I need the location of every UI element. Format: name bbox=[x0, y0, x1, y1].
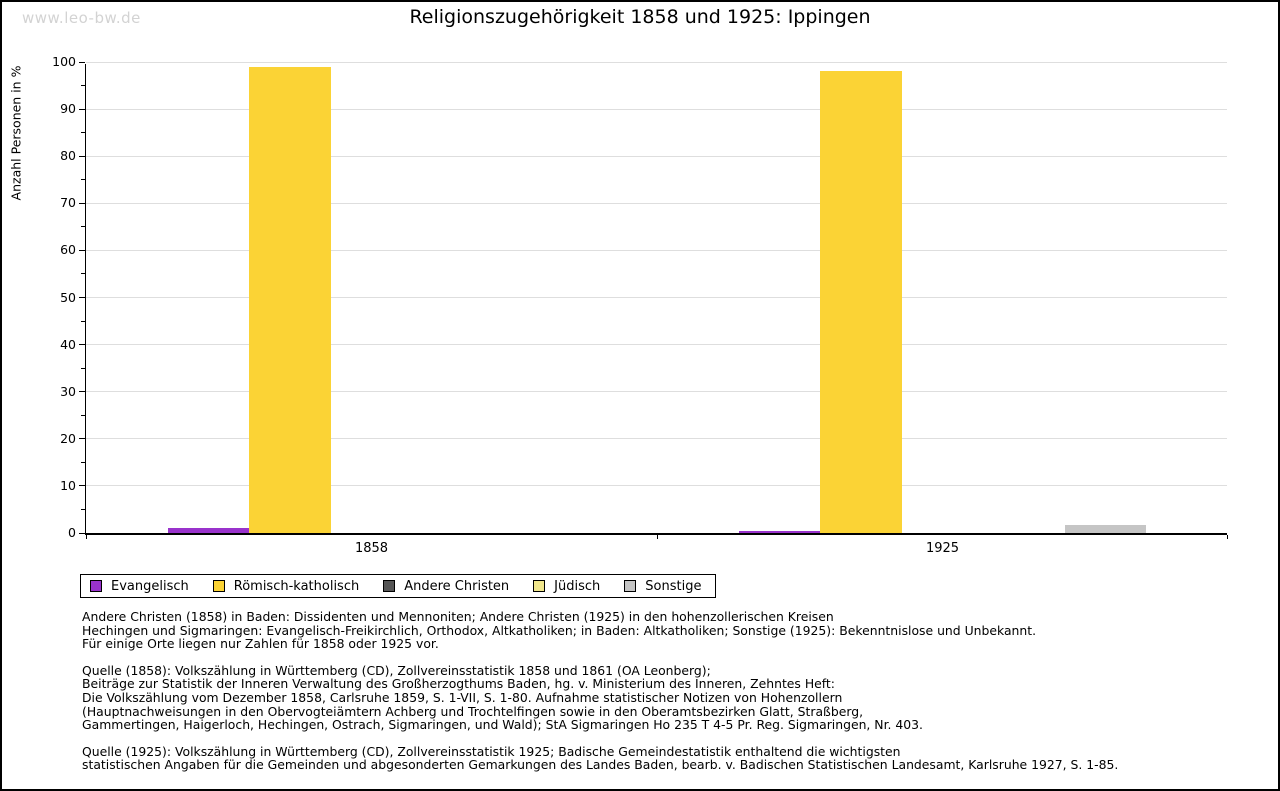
y-tick-label-100: 100 bbox=[52, 54, 76, 69]
x-category-label-1858: 1858 bbox=[354, 541, 389, 556]
y-minor-tick-15 bbox=[81, 462, 85, 463]
y-tick-20 bbox=[79, 438, 85, 439]
y-minor-tick-65 bbox=[81, 226, 85, 227]
y-tick-10 bbox=[79, 485, 85, 486]
legend-item-Römisch-katholisch bbox=[213, 579, 359, 594]
x-boundary-tick-1 bbox=[657, 535, 658, 539]
y-tick-0 bbox=[79, 533, 85, 534]
footnote-line: Gammertingen, Haigerloch, Hechingen, Ostrach, Sigmaringen, und Wald); StA Sigmaringen Ho 235 T 4-5 Pr. Reg. Sigmaringen, Nr. 403. bbox=[82, 717, 923, 733]
bar-Evangelisch-1858 bbox=[168, 528, 250, 533]
x-category-label-1925: 1925 bbox=[925, 541, 960, 556]
y-minor-tick-25 bbox=[81, 415, 85, 416]
legend-label: Andere Christen bbox=[404, 578, 510, 594]
legend-item-Evangelisch bbox=[90, 579, 189, 594]
footnote-line: Quelle (1925): Volkszählung in Württemberg (CD), Zollvereinsstatistik 1925; Badische Gemeindestatistik enthaltend die wichtigsten bbox=[82, 743, 901, 759]
footnote-line: Quelle (1858): Volkszählung in Württemberg (CD), Zollvereinsstatistik 1858 und 1861 (OA Leonberg); bbox=[82, 662, 711, 678]
footnote-paragraph-1 bbox=[82, 610, 1262, 651]
chart-legend bbox=[80, 574, 716, 598]
legend-label: Jüdisch bbox=[554, 578, 601, 594]
y-axis-label: Anzahl Personen in % bbox=[8, 65, 24, 201]
footnote-line: Für einige Orte liegen nur Zahlen für 1858 oder 1925 vor. bbox=[82, 636, 439, 652]
y-tick-70 bbox=[79, 203, 85, 204]
y-tick-30 bbox=[79, 391, 85, 392]
y-tick-label-10: 10 bbox=[60, 477, 76, 493]
legend-item-Andere Christen bbox=[383, 579, 509, 594]
legend-item-Sonstige bbox=[624, 579, 701, 594]
footnote-line: Hechingen und Sigmaringen: Evangelisch-Freikirchlich, Orthodox, Altkatholiken; in Baden: Altkatholiken; Sonstige (1925): Bekenntnislose und Unbekannt. bbox=[82, 622, 1037, 638]
y-tick-90 bbox=[79, 109, 85, 110]
y-tick-50 bbox=[79, 297, 85, 298]
footnote-line: Andere Christen (1858) in Baden: Dissidenten und Mennoniten; Andere Christen (1925) in den hohenzollerischen Kreisen bbox=[82, 609, 834, 624]
y-tick-label-20: 20 bbox=[60, 430, 76, 446]
legend-swatch-icon bbox=[90, 580, 102, 592]
y-minor-tick-75 bbox=[81, 179, 85, 180]
footnote-line: (Hauptnachweisungen in den Obervogteiämtern Achberg und Trochtelfingen sowie in den Oberamtsbezirken Glatt, Straßberg, bbox=[82, 703, 864, 719]
legend-label: Evangelisch bbox=[111, 578, 189, 594]
y-tick-80 bbox=[79, 156, 85, 157]
y-tick-label-90: 90 bbox=[60, 101, 76, 117]
y-minor-tick-35 bbox=[81, 368, 85, 369]
y-tick-40 bbox=[79, 344, 85, 345]
bar-Römisch-katholisch-1925 bbox=[820, 71, 902, 533]
bar-Sonstige-1925 bbox=[1065, 525, 1147, 533]
bar-Evangelisch-1925 bbox=[739, 531, 821, 533]
bar-Römisch-katholisch-1858 bbox=[249, 67, 331, 533]
y-tick-label-30: 30 bbox=[60, 383, 76, 399]
y-minor-tick-45 bbox=[81, 321, 85, 322]
y-minor-tick-95 bbox=[81, 85, 85, 86]
legend-item-Jüdisch bbox=[533, 579, 600, 594]
y-tick-label-0: 0 bbox=[68, 525, 76, 540]
legend-swatch-icon bbox=[533, 580, 545, 592]
gridline-100 bbox=[86, 62, 1227, 63]
footnote-line: statistischen Angaben für die Gemeinden und abgesonderten Gemarkungen des Landes Baden, bearb. v. Badischen Statistischen Landesamt, Karlsruhe 1927, S. 1-85. bbox=[82, 757, 1119, 773]
legend-swatch-icon bbox=[624, 580, 636, 592]
y-tick-60 bbox=[79, 250, 85, 251]
footnote-line: Beiträge zur Statistik der Inneren Verwaltung des Großherzogthums Baden, hg. v. Ministerium des Inneren, Zehntes Heft: bbox=[82, 676, 835, 692]
footnote-paragraph-2 bbox=[82, 664, 1262, 732]
y-tick-label-70: 70 bbox=[60, 195, 76, 211]
watermark: www.leo-bw.de bbox=[22, 9, 141, 27]
chart-title: Religionszugehörigkeit 1858 und 1925: Ippingen bbox=[409, 6, 871, 28]
y-tick-100 bbox=[79, 62, 85, 63]
x-boundary-tick-0 bbox=[86, 535, 87, 539]
y-tick-label-80: 80 bbox=[60, 148, 76, 164]
y-tick-label-50: 50 bbox=[60, 289, 76, 305]
y-minor-tick-85 bbox=[81, 132, 85, 133]
legend-swatch-icon bbox=[213, 580, 225, 592]
footnotes bbox=[82, 610, 1262, 785]
legend-swatch-icon bbox=[383, 580, 395, 592]
x-boundary-tick-2 bbox=[1227, 535, 1228, 539]
y-tick-label-60: 60 bbox=[60, 242, 76, 258]
footnote-paragraph-3 bbox=[82, 745, 1262, 772]
y-tick-label-40: 40 bbox=[60, 336, 76, 352]
legend-label: Sonstige bbox=[645, 578, 702, 594]
bar-chart-plot-area bbox=[52, 54, 1227, 556]
footnote-line: Die Volkszählung vom Dezember 1858, Carlsruhe 1859, S. 1-VII, S. 1-80. Aufnahme statistischer Notizen von Hohenzollern bbox=[82, 689, 843, 705]
y-minor-tick-5 bbox=[81, 509, 85, 510]
legend-label: Römisch-katholisch bbox=[233, 578, 360, 594]
y-minor-tick-55 bbox=[81, 273, 85, 274]
